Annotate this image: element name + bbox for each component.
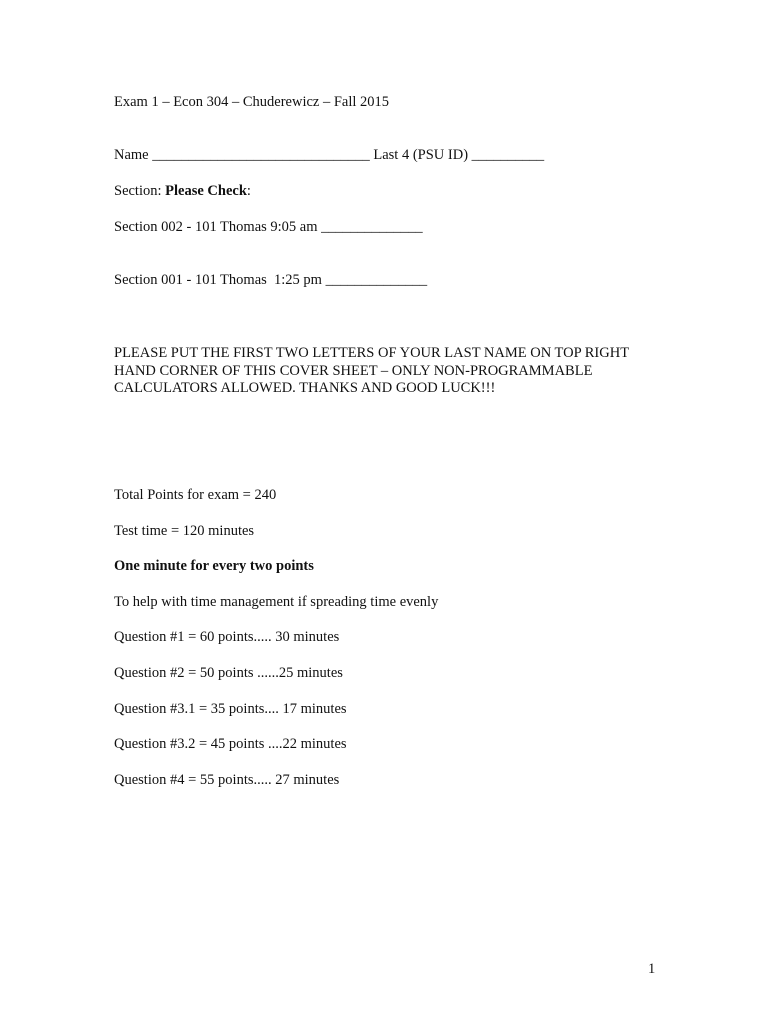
section-option-blank: ______________ — [325, 272, 428, 288]
question-item: Question #2 = 50 points ......25 minutes — [114, 665, 343, 681]
notice-line: HAND CORNER OF THIS COVER SHEET – ONLY NON-PROGRAMMABLE — [114, 362, 593, 379]
section-instruction: Please Check — [165, 183, 247, 199]
question-item: Question #3.2 = 45 points ....22 minutes — [114, 736, 347, 752]
notice-line: CALCULATORS ALLOWED. THANKS AND GOOD LUCK!!! — [114, 380, 496, 396]
page-number: 1 — [648, 961, 656, 977]
question-item: Question #1 = 60 points..... 30 minutes — [114, 629, 340, 645]
notice-line: PLEASE PUT THE FIRST TWO LETTERS OF YOUR LAST NAME ON TOP RIGHT — [114, 345, 630, 361]
psu-id-label: Last 4 (PSU ID) — [373, 147, 469, 163]
section-label: Section: — [114, 183, 166, 199]
section-option-text: Section 002 - 101 Thomas 9:05 am — [114, 219, 318, 235]
name-label: Name — [114, 147, 149, 163]
section-option-002 — [114, 219, 423, 236]
exam-title: Exam 1 – Econ 304 – Chuderewicz – Fall 2015 — [114, 94, 390, 110]
section-option-blank: ______________ — [321, 219, 423, 235]
section-suffix: : — [246, 183, 251, 199]
psu-id-blank: __________ — [471, 147, 545, 163]
time-rule: One minute for every two points — [114, 558, 314, 574]
section-heading — [114, 183, 251, 200]
name-blank: ______________________________ — [152, 147, 370, 163]
test-time: Test time = 120 minutes — [114, 523, 255, 539]
question-item: Question #3.1 = 35 points.... 17 minutes — [114, 701, 347, 717]
section-option-001 — [114, 272, 427, 289]
time-management-note: To help with time management if spreading time evenly — [114, 594, 439, 610]
section-option-text: Section 001 - 101 Thomas 1:25 pm — [114, 272, 322, 288]
instructions-notice — [114, 345, 674, 398]
student-info-line — [114, 147, 544, 164]
total-points: Total Points for exam = 240 — [114, 487, 277, 503]
question-item: Question #4 = 55 points..... 27 minutes — [114, 772, 340, 788]
